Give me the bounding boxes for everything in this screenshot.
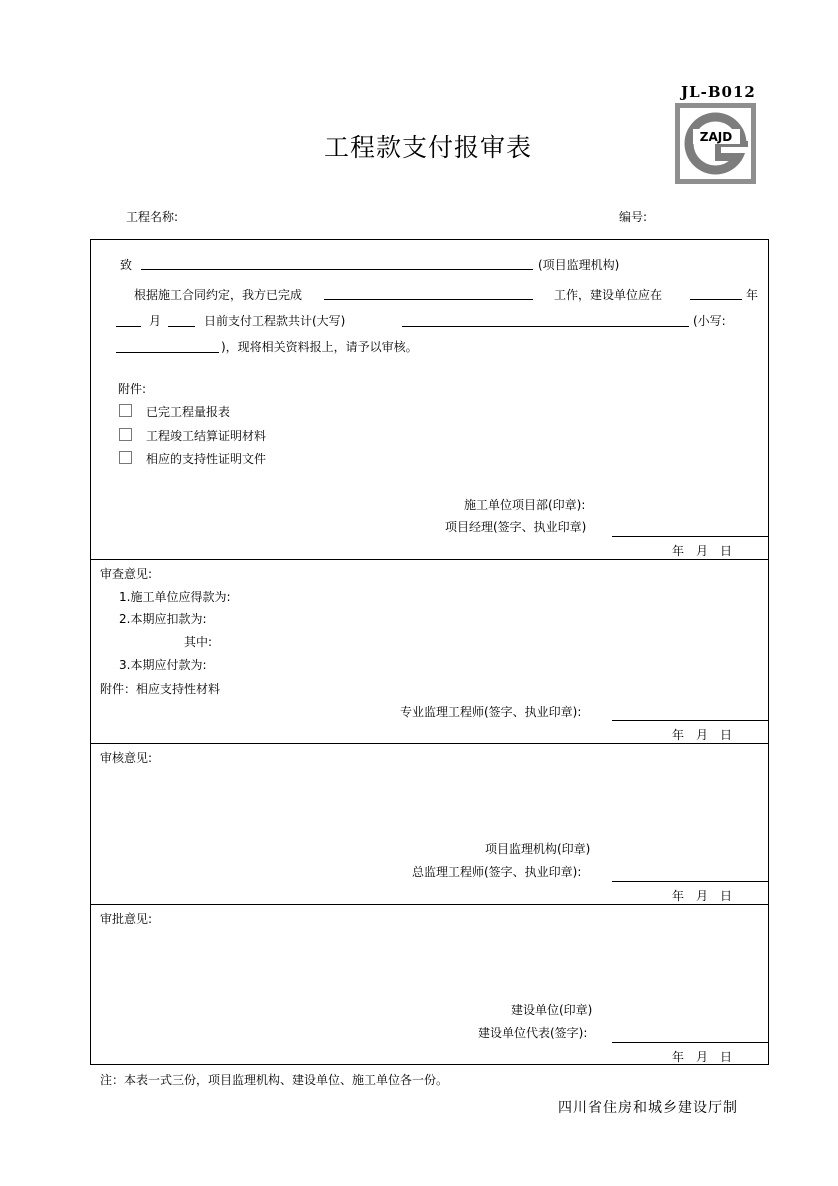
project-name-label: 工程名称: xyxy=(126,210,179,224)
review-attachment: 附件：相应支持性材料 xyxy=(100,682,221,696)
form-code: JL-B012 xyxy=(681,83,756,101)
logo-text: ZAJD xyxy=(699,130,733,144)
form-table xyxy=(90,239,769,1065)
attachment-item: 工程竣工结算证明材料 xyxy=(146,429,267,443)
signature-line[interactable] xyxy=(612,536,769,537)
attachment-checkbox[interactable] xyxy=(119,451,132,464)
audit-heading: 审核意见: xyxy=(100,751,153,765)
date-label: 年 月 日 xyxy=(672,544,733,558)
date-label: 年 月 日 xyxy=(672,1050,733,1064)
section-divider xyxy=(90,743,769,744)
day-field[interactable] xyxy=(168,326,195,327)
approval-heading: 审批意见: xyxy=(100,912,153,926)
review-item: 1.施工单位应得款为: xyxy=(119,590,231,604)
attachment-item: 已完工程量报表 xyxy=(146,405,231,419)
review-item: 其中: xyxy=(184,635,213,649)
signature-line[interactable] xyxy=(612,720,769,721)
year-label: 年 xyxy=(746,288,759,302)
owner-rep-label: 建设单位代表(签字): xyxy=(478,1026,588,1040)
section-divider xyxy=(90,559,769,560)
amount-upper-label: 日前支付工程款共计(大写) xyxy=(204,314,346,328)
review-heading: 审查意见: xyxy=(100,567,153,581)
attachment-checkbox[interactable] xyxy=(119,404,132,417)
month-label: 月 xyxy=(149,314,162,328)
supervisor-name-field[interactable] xyxy=(141,269,533,270)
month-field[interactable] xyxy=(116,326,141,327)
amount-upper-field[interactable] xyxy=(402,326,689,327)
amount-lower-field[interactable] xyxy=(116,352,219,353)
signature-line[interactable] xyxy=(612,1042,769,1043)
year-field[interactable] xyxy=(690,299,742,300)
to-label: 致 xyxy=(120,258,133,272)
contractor-seal-label: 施工单位项目部(印章): xyxy=(464,498,586,512)
date-label: 年 月 日 xyxy=(672,728,733,742)
amount-lower-label: (小写: xyxy=(693,314,726,328)
chief-engineer-label: 总监理工程师(签字、执业印章): xyxy=(412,865,582,879)
serial-number-label: 编号: xyxy=(619,210,648,224)
footer-note: 注：本表一式三份，项目监理机构、建设单位、施工单位各一份。 xyxy=(100,1073,449,1087)
payment-due-text: 工作，建设单位应在 xyxy=(554,288,663,302)
project-manager-label: 项目经理(签字、执业印章) xyxy=(445,520,587,534)
attachments-label: 附件: xyxy=(118,382,147,396)
attachment-checkbox[interactable] xyxy=(119,428,132,441)
attachment-item: 相应的支持性证明文件 xyxy=(146,452,267,466)
submit-text: )，现将相关资料报上，请予以审核。 xyxy=(221,340,418,354)
review-item: 3.本期应付款为: xyxy=(119,658,207,672)
to-suffix: (项目监理机构) xyxy=(538,258,620,272)
zajd-logo xyxy=(675,103,756,184)
supervisor-seal-label: 项目监理机构(印章) xyxy=(485,842,591,856)
section-divider xyxy=(90,904,769,905)
signature-line[interactable] xyxy=(612,881,769,882)
engineer-signer-label: 专业监理工程师(签字、执业印章): xyxy=(400,705,582,719)
owner-seal-label: 建设单位(印章) xyxy=(511,1003,593,1017)
issuer: 四川省住房和城乡建设厅制 xyxy=(558,1100,738,1116)
completed-work-field[interactable] xyxy=(324,299,533,300)
page-title: 工程款支付报审表 xyxy=(324,133,533,162)
date-label: 年 月 日 xyxy=(672,889,733,903)
contract-text: 根据施工合同约定，我方已完成 xyxy=(134,288,303,302)
review-item: 2.本期应扣款为: xyxy=(119,612,207,626)
